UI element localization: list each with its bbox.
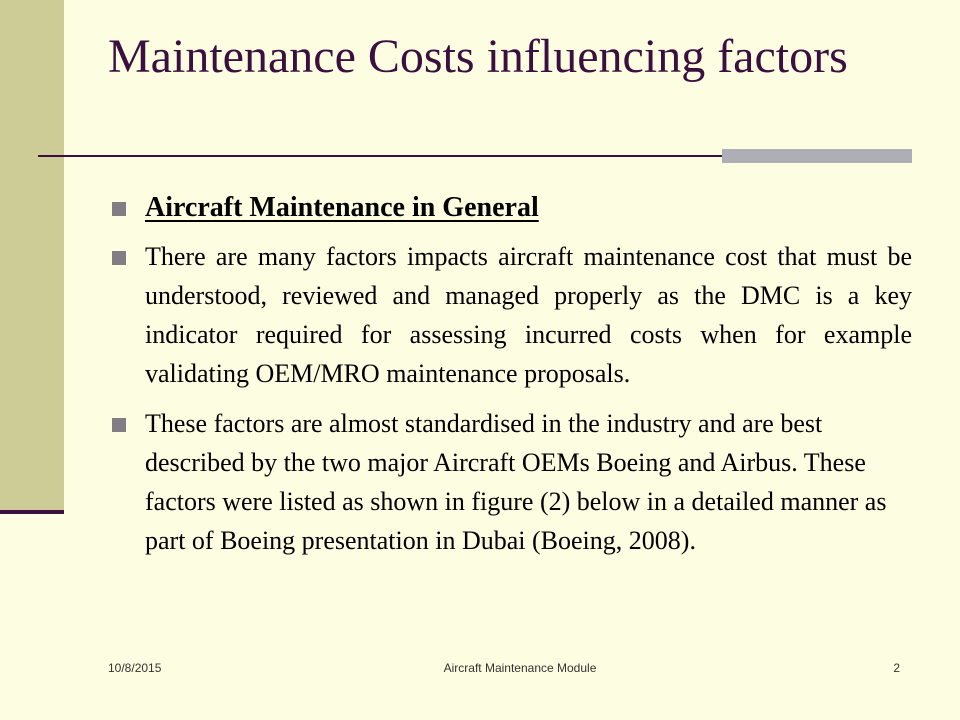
- square-bullet-icon: [112, 202, 126, 216]
- bullet-list: [112, 188, 912, 560]
- square-bullet-icon: [112, 251, 126, 265]
- footer-date: 10/8/2015: [108, 661, 162, 675]
- bullet-item: [112, 237, 912, 393]
- page-number: 2: [893, 661, 900, 675]
- bullet-text: These factors are almost standardised in the industry and are best described by the two major Aircraft OEMs Boeing and Airbus. These factors were listed as shown in figure (2) below in a detailed manner as part of Boeing presentation in Dubai (Boeing, 2008).: [145, 409, 887, 555]
- bullet-text: There are many factors impacts aircraft maintenance cost that must be understood, reviewed and managed properly as the DMC is a key indicator required for assessing incurred costs when for example validating OEM/MRO maintenance proposals.: [145, 242, 912, 388]
- title-accent-bar: [722, 149, 912, 163]
- bullet-item: [112, 188, 912, 227]
- footer-title: Aircraft Maintenance Module: [443, 661, 597, 675]
- left-decorative-bar: [0, 0, 64, 512]
- section-heading: Aircraft Maintenance in General: [145, 192, 539, 223]
- left-bar-divider: [0, 510, 64, 514]
- slide-title: Maintenance Costs influencing factors: [108, 30, 848, 83]
- square-bullet-icon: [112, 418, 126, 432]
- bullet-item: [112, 404, 912, 560]
